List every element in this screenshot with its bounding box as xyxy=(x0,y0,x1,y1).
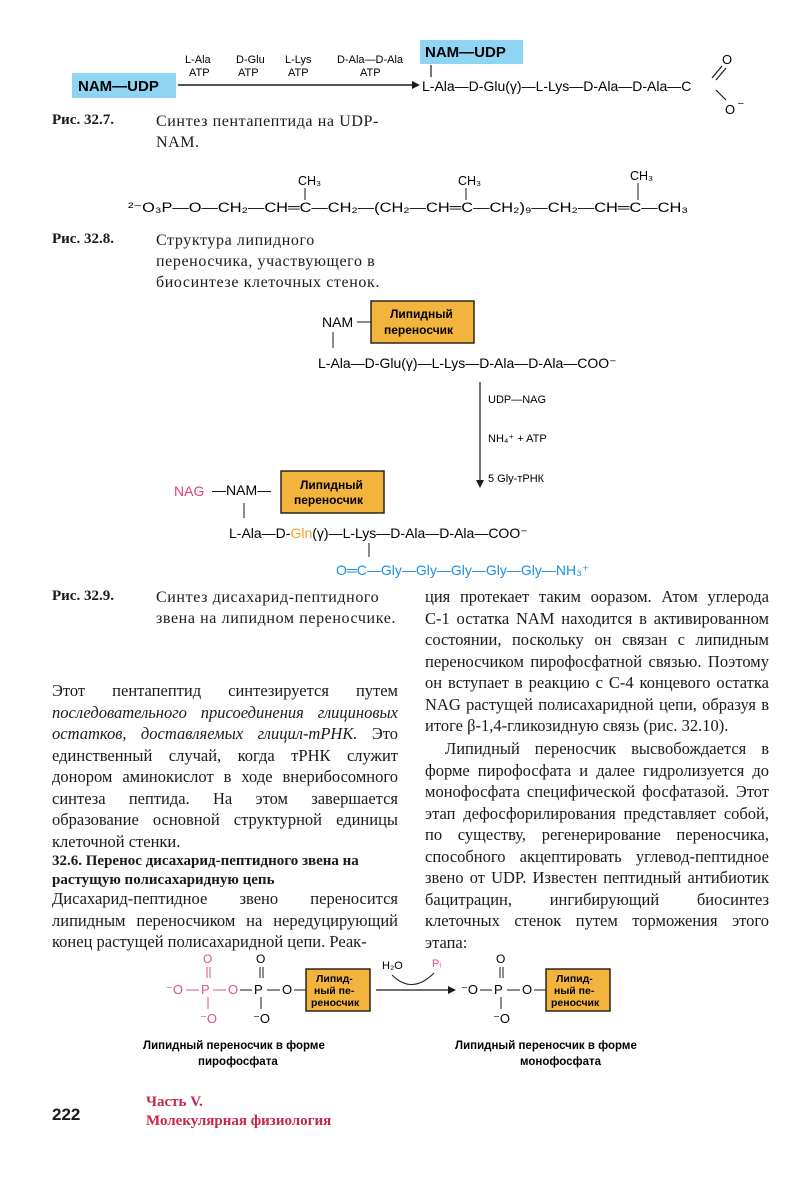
o-minus-bottom-2: ⁻O xyxy=(253,1011,270,1026)
step-ammonium-atp: NH₄⁺ + ATP xyxy=(488,433,547,445)
part-title-line1: Часть V. xyxy=(146,1094,203,1110)
step-gly-trna: 5 Gly-тРНК xyxy=(488,473,545,485)
glycine-chain: O═C—Gly—Gly—Gly—Gly—Gly—NH₃⁺ xyxy=(336,562,590,578)
step-4-bottom: ATP xyxy=(360,67,381,79)
p-2: P xyxy=(254,982,263,997)
figure-32-8-formula xyxy=(0,160,801,230)
o-minus-bottom-3: ⁻O xyxy=(493,1011,510,1026)
fig-32-7-label: Рис. 32.7. xyxy=(52,112,114,128)
p-3: P xyxy=(494,982,503,997)
carbonyl-bond-2 xyxy=(716,68,726,80)
right-paragraph-2: Липидный переносчик высвобождается в форме пирофосфата и далее гидролизуется до монофосфата специфической фосфатазой. Этот этап дефосфорилирования представляет собой, по существу, регенерирование переносчика, способного акцептировать углевод-пептидное звено от UDP. Известен пептидный антибиотик бацитрацин, ингибирующий биосинтез клеточных стенок путем торможения этого этапа: xyxy=(425,739,769,952)
step-2-bottom: ATP xyxy=(238,67,259,79)
carboxylate-oxygen: O xyxy=(725,102,736,117)
methyl-1: CH₃ xyxy=(298,174,322,188)
fig-32-9-caption: Синтез дисахарид-пептидного звена на липидном переносчике. xyxy=(156,589,396,627)
label-pyro-2: пирофосфата xyxy=(198,1056,278,1068)
step-3-top: L-Lys xyxy=(285,54,312,66)
carboxylate-bond xyxy=(716,90,726,100)
peptide-chain-top: L-Ala—D-Glu(γ)—L-Lys—D-Ala—D-Ala—COO⁻ xyxy=(318,355,617,371)
step-3-bottom: ATP xyxy=(288,67,309,79)
label-mono-2: монофосфата xyxy=(520,1056,602,1068)
step-1-top: L-Ala xyxy=(185,54,211,66)
o-top-3: O xyxy=(496,952,506,966)
part-title-line2: Молекулярная физиология xyxy=(146,1113,332,1129)
o-ester-1: O xyxy=(282,982,293,997)
right-paragraph-1: ция протекает таким ооразом. Атом углерода С-1 остатка NAM находится в активированном состоянии, поскольку он связан с липидным переносчиком пирофосфатной связью. Поэтому он вступает в реакцию с С-4 концевого остатка NAG растущей полисахаридной цепи, образуя в итоге β-1,4-гликозидную связь (рис. 32.10). xyxy=(425,587,769,735)
o-bridge: O xyxy=(228,982,239,997)
carrier-top-line2: переносчик xyxy=(384,323,454,337)
hydrolysis-arrow-head xyxy=(448,986,456,994)
carrier-pyro-l2: ный пе- xyxy=(314,985,355,997)
hydrolysis-curve xyxy=(392,973,434,985)
label-pyro-1: Липидный переносчик в форме xyxy=(143,1040,325,1052)
figure-32-7-diagram xyxy=(0,30,801,125)
nam-top: NAM xyxy=(322,314,354,330)
pentapeptide-chain: L-Ala—D-Glu(γ)—L-Lys—D-Ala—D-Ala—C xyxy=(422,78,692,94)
section-heading-32-6: 32.6. Перенос дисахарид-пептидного звена на растущую полисахаридную цепь xyxy=(52,853,359,888)
step-udp-nag: UDP—NAG xyxy=(488,394,547,406)
o-minus-bottom-1: ⁻O xyxy=(200,1011,217,1026)
reaction-arrow-head xyxy=(476,480,484,488)
carrier-top-line1: Липидный xyxy=(390,307,453,321)
fig-32-9-label: Рис. 32.9. xyxy=(52,588,114,604)
water: H₂O xyxy=(382,960,403,972)
nag-label: NAG xyxy=(174,483,205,499)
o-minus-left: ⁻O xyxy=(166,982,183,997)
fig-32-7-caption: Синтез пентапептида на UDP-NAM. xyxy=(156,113,379,151)
o-minus-right: ⁻O xyxy=(461,982,478,997)
carboxylate-charge: – xyxy=(738,98,744,109)
fig-32-8-label: Рис. 32.8. xyxy=(52,231,114,247)
nam-bottom: —NAM— xyxy=(212,482,272,498)
nam-udp-start: NAM—UDP xyxy=(78,78,159,95)
carrier-bottom-line2: переносчик xyxy=(294,493,364,507)
figure-32-9-diagram xyxy=(0,290,801,580)
carrier-bottom-line1: Липидный xyxy=(300,478,363,492)
step-4-top: D-Ala—D-Ala xyxy=(337,54,404,66)
methyl-2: CH₃ xyxy=(458,174,482,188)
carbonyl-bond-1 xyxy=(712,66,722,78)
bacitracin-step-scheme xyxy=(0,945,801,1080)
carrier-pyro-l3: реносчик xyxy=(311,997,360,1009)
step-2-top: D-Glu xyxy=(236,54,265,66)
o-ester-2: O xyxy=(522,982,533,997)
lipid-carrier-formula: ²⁻O₃P—O—CH₂—CH═C—CH₂—(CH₂—CH═C—CH₂)₉—CH₂—CH═C—CH₃ xyxy=(128,200,688,215)
label-mono-1: Липидный переносчик в форме xyxy=(455,1040,637,1052)
synthesis-arrow-head xyxy=(412,81,420,89)
methyl-3: CH₃ xyxy=(630,169,654,183)
peptide-chain-bottom: L-Ala—D-Gln(γ)—L-Lys—D-Ala—D-Ala—COO⁻ xyxy=(229,525,528,541)
carbonyl-oxygen: O xyxy=(722,52,733,67)
fig-32-8-caption: Структура липидного переносчика, участвующего в биосинтезе клеточных стенок. xyxy=(156,232,380,291)
carrier-mono-l3: реносчик xyxy=(551,997,600,1009)
left-paragraph-2: Дисахарид-пептидное звено переносится липидным переносчиком на нередуцирующий конец растущей полисахаридной цепи. Реак- xyxy=(52,889,398,951)
nam-udp-end: NAM—UDP xyxy=(425,44,506,61)
phosphate-pi: Pᵢ xyxy=(432,958,442,970)
o-top-1: O xyxy=(203,952,213,966)
carrier-mono-l2: ный пе- xyxy=(554,985,595,997)
carrier-mono-l1: Липид- xyxy=(556,973,593,985)
o-top-2: O xyxy=(256,952,266,966)
left-paragraph-1: Этот пентапептид синтезируется путем последовательного присоединения глициновых остатков, доставляемых глицил-тРНК. Это единственный случай, когда тРНК служит донором аминокислот в ходе внерибосомного синтеза пептида. На этом завершается образование основной структурной единицы клеточной стенки. xyxy=(52,681,398,851)
carrier-pyro-l1: Липид- xyxy=(316,973,353,985)
p-1: P xyxy=(201,982,210,997)
page-number: 222 xyxy=(52,1105,81,1124)
step-1-bottom: ATP xyxy=(189,67,210,79)
